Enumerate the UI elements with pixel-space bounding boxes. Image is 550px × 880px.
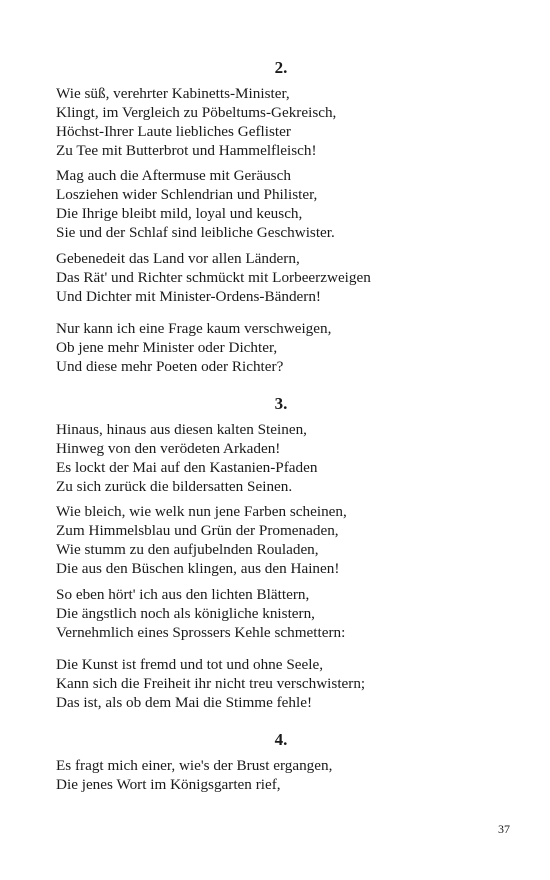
verse-line: Die Ihrige bleibt mild, loyal und keusch, bbox=[56, 205, 303, 222]
page-number: 37 bbox=[498, 822, 510, 836]
verse-line: Losziehen wider Schlendrian und Philister, bbox=[56, 186, 318, 203]
verse-line: So eben hört' ich aus den lichten Blättern, bbox=[56, 586, 310, 603]
verse-line: Zu sich zurück die bildersatten Seinen. bbox=[56, 478, 293, 495]
section-heading-3: 3. bbox=[274, 394, 288, 413]
verse-line: Sie und der Schlaf sind leibliche Geschwister. bbox=[56, 224, 335, 241]
stanza bbox=[56, 84, 336, 160]
section-heading-4: 4. bbox=[274, 730, 288, 749]
verse-line: Wie bleich, wie welk nun jene Farben scheinen, bbox=[56, 503, 347, 520]
verse-line: Die jenes Wort im Königsgarten rief, bbox=[56, 776, 281, 793]
verse-line: Zum Himmelsblau und Grün der Promenaden, bbox=[56, 522, 339, 539]
verse-line: Ob jene mehr Minister oder Dichter, bbox=[56, 339, 278, 356]
verse-line: Das ist, als ob dem Mai die Stimme fehle! bbox=[56, 694, 313, 711]
stanza bbox=[56, 502, 347, 578]
verse-line: Hinaus, hinaus aus diesen kalten Steinen, bbox=[56, 421, 307, 438]
verse-line: Zu Tee mit Butterbrot und Hammelfleisch! bbox=[56, 142, 317, 159]
stanza bbox=[56, 319, 331, 376]
verse-line: Und Dichter mit Minister-Ordens-Bändern! bbox=[56, 288, 321, 305]
verse-line: Die aus den Büschen klingen, aus den Hainen! bbox=[56, 560, 340, 577]
stanza bbox=[56, 420, 317, 496]
stanza bbox=[56, 585, 345, 642]
verse-line: Hinweg von den verödeten Arkaden! bbox=[56, 440, 281, 457]
verse-line: Es fragt mich einer, wie's der Brust ergangen, bbox=[56, 757, 333, 774]
verse-line: Die Kunst ist fremd und tot und ohne Seele, bbox=[56, 656, 324, 673]
stanza bbox=[56, 756, 332, 794]
stanza bbox=[56, 249, 371, 306]
verse-line: Es lockt der Mai auf den Kastanien-Pfaden bbox=[56, 459, 318, 476]
verse-line: Das Rät' und Richter schmückt mit Lorbeerzweigen bbox=[56, 269, 371, 286]
verse-line: Kann sich die Freiheit ihr nicht treu verschwistern; bbox=[56, 675, 366, 692]
verse-line: Wie süß, verehrter Kabinetts-Minister, bbox=[56, 85, 290, 102]
verse-line: Und diese mehr Poeten oder Richter? bbox=[56, 358, 284, 375]
book-page bbox=[56, 0, 516, 880]
verse-line: Wie stumm zu den aufjubelnden Rouladen, bbox=[56, 541, 319, 558]
verse-line: Nur kann ich eine Frage kaum verschweigen, bbox=[56, 320, 332, 337]
stanza bbox=[56, 655, 365, 712]
stanza bbox=[56, 166, 335, 242]
verse-line: Gebenedeit das Land vor allen Ländern, bbox=[56, 250, 300, 267]
verse-line: Die ängstlich noch als königliche knistern, bbox=[56, 605, 315, 622]
verse-line: Vernehmlich eines Sprossers Kehle schmettern: bbox=[56, 624, 346, 641]
verse-line: Mag auch die Aftermuse mit Geräusch bbox=[56, 167, 291, 184]
section-heading-2: 2. bbox=[274, 58, 288, 77]
verse-line: Klingt, im Vergleich zu Pöbeltums-Gekreisch, bbox=[56, 104, 337, 121]
verse-line: Höchst-Ihrer Laute liebliches Geflister bbox=[56, 123, 291, 140]
